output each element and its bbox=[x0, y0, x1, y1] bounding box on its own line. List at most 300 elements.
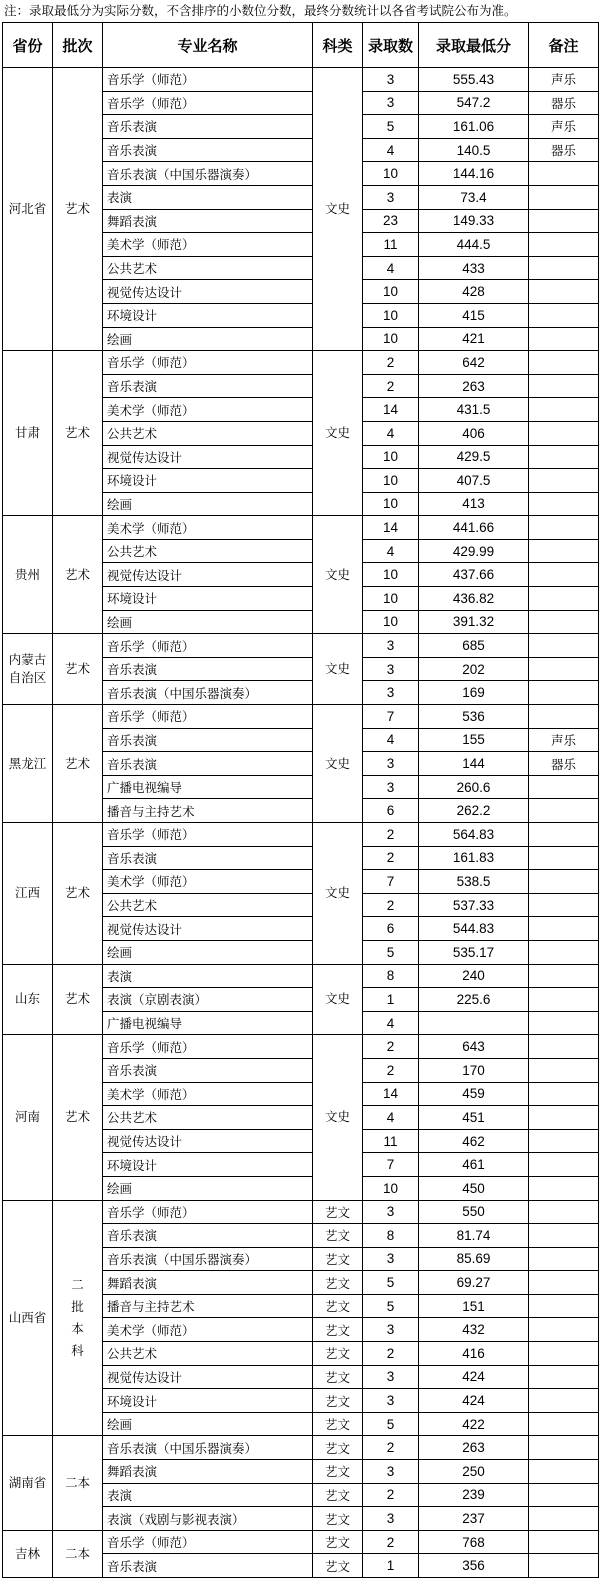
remark-cell bbox=[529, 964, 599, 988]
major-cell: 广播电视编导 bbox=[103, 1011, 313, 1035]
remark-cell bbox=[529, 1129, 599, 1153]
admitted-count-cell: 3 bbox=[363, 1200, 419, 1224]
min-score-cell: 538.5 bbox=[419, 870, 529, 894]
remark-cell bbox=[529, 303, 599, 327]
min-score-cell: 429.99 bbox=[419, 539, 529, 563]
province-cell: 河南 bbox=[3, 1035, 53, 1200]
table-body bbox=[3, 68, 599, 1578]
min-score-cell: 263 bbox=[419, 374, 529, 398]
subject-cell: 艺文 bbox=[313, 1460, 363, 1484]
table-row bbox=[3, 1200, 599, 1224]
remark-cell bbox=[529, 634, 599, 658]
min-score-cell: 564.83 bbox=[419, 823, 529, 847]
table-row bbox=[3, 516, 599, 540]
remark-cell bbox=[529, 1176, 599, 1200]
min-score-cell: 260.6 bbox=[419, 775, 529, 799]
remark-cell bbox=[529, 681, 599, 705]
min-score-cell: 424 bbox=[419, 1389, 529, 1413]
admitted-count-cell: 2 bbox=[363, 1342, 419, 1366]
remark-cell bbox=[529, 870, 599, 894]
admitted-count-cell: 10 bbox=[363, 563, 419, 587]
admitted-count-cell: 10 bbox=[363, 469, 419, 493]
subject-cell: 艺文 bbox=[313, 1389, 363, 1413]
admitted-count-cell: 10 bbox=[363, 492, 419, 516]
province-cell: 湖南省 bbox=[3, 1436, 53, 1530]
admitted-count-cell: 7 bbox=[363, 705, 419, 729]
admitted-count-cell: 3 bbox=[363, 634, 419, 658]
admitted-count-cell: 4 bbox=[363, 1011, 419, 1035]
batch-cell: 艺术 bbox=[53, 516, 103, 634]
admitted-count-cell: 4 bbox=[363, 421, 419, 445]
major-cell: 绘画 bbox=[103, 940, 313, 964]
major-cell: 广播电视编导 bbox=[103, 775, 313, 799]
remark-cell bbox=[529, 1011, 599, 1035]
remark-cell bbox=[529, 516, 599, 540]
min-score-cell: 149.33 bbox=[419, 209, 529, 233]
major-cell: 音乐表演 bbox=[103, 1224, 313, 1248]
admitted-count-cell: 4 bbox=[363, 138, 419, 162]
remark-cell bbox=[529, 1294, 599, 1318]
remark-cell: 器乐 bbox=[529, 752, 599, 776]
min-score-cell: 642 bbox=[419, 351, 529, 375]
province-cell: 内蒙古自治区 bbox=[3, 634, 53, 705]
min-score-cell: 544.83 bbox=[419, 917, 529, 941]
remark-cell: 声乐 bbox=[529, 68, 599, 92]
admitted-count-cell: 10 bbox=[363, 327, 419, 351]
min-score-cell: 170 bbox=[419, 1058, 529, 1082]
province-cell: 山西省 bbox=[3, 1200, 53, 1436]
remark-cell bbox=[529, 823, 599, 847]
subject-cell: 艺文 bbox=[313, 1342, 363, 1366]
major-cell: 美术学（师范） bbox=[103, 516, 313, 540]
major-cell: 表演 bbox=[103, 1483, 313, 1507]
admitted-count-cell: 5 bbox=[363, 1271, 419, 1295]
remark-cell bbox=[529, 1035, 599, 1059]
admitted-count-cell: 3 bbox=[363, 752, 419, 776]
subject-cell: 文史 bbox=[313, 964, 363, 1035]
admission-score-table bbox=[2, 22, 599, 1578]
table-row bbox=[3, 964, 599, 988]
admitted-count-cell: 10 bbox=[363, 280, 419, 304]
admitted-count-cell: 7 bbox=[363, 1153, 419, 1177]
min-score-cell: 161.83 bbox=[419, 846, 529, 870]
major-cell: 音乐学（师范） bbox=[103, 68, 313, 92]
batch-cell: 艺术 bbox=[53, 964, 103, 1035]
table-row bbox=[3, 823, 599, 847]
remark-cell bbox=[529, 185, 599, 209]
admitted-count-cell: 3 bbox=[363, 1389, 419, 1413]
admitted-count-cell: 3 bbox=[363, 657, 419, 681]
major-cell: 美术学（师范） bbox=[103, 1318, 313, 1342]
min-score-cell: 685 bbox=[419, 634, 529, 658]
remark-cell bbox=[529, 1224, 599, 1248]
remark-cell bbox=[529, 1412, 599, 1436]
remark-cell bbox=[529, 1271, 599, 1295]
admitted-count-cell: 11 bbox=[363, 233, 419, 257]
remark-cell bbox=[529, 280, 599, 304]
remark-cell bbox=[529, 233, 599, 257]
min-score-cell: 450 bbox=[419, 1176, 529, 1200]
remark-cell bbox=[529, 421, 599, 445]
major-cell: 公共艺术 bbox=[103, 539, 313, 563]
min-score-cell: 547.2 bbox=[419, 91, 529, 115]
remark-cell bbox=[529, 1106, 599, 1130]
major-cell: 绘画 bbox=[103, 610, 313, 634]
admitted-count-cell: 23 bbox=[363, 209, 419, 233]
admitted-count-cell: 3 bbox=[363, 1460, 419, 1484]
remark-cell: 声乐 bbox=[529, 728, 599, 752]
admitted-count-cell: 8 bbox=[363, 1224, 419, 1248]
province-cell: 河北省 bbox=[3, 68, 53, 351]
remark-cell bbox=[529, 705, 599, 729]
major-cell: 音乐学（师范） bbox=[103, 1530, 313, 1554]
remark-cell bbox=[529, 1507, 599, 1531]
min-score-cell: 451 bbox=[419, 1106, 529, 1130]
admitted-count-cell: 3 bbox=[363, 1507, 419, 1531]
header-remark: 备注 bbox=[529, 23, 599, 68]
batch-cell: 艺术 bbox=[53, 634, 103, 705]
remark-cell bbox=[529, 1342, 599, 1366]
remark-cell bbox=[529, 256, 599, 280]
remark-cell bbox=[529, 1200, 599, 1224]
min-score-cell: 416 bbox=[419, 1342, 529, 1366]
major-cell: 音乐表演（中国乐器演奏） bbox=[103, 1436, 313, 1460]
subject-cell: 文史 bbox=[313, 351, 363, 516]
subject-cell: 艺文 bbox=[313, 1271, 363, 1295]
header-major: 专业名称 bbox=[103, 23, 313, 68]
major-cell: 美术学（师范） bbox=[103, 1082, 313, 1106]
min-score-cell: 151 bbox=[419, 1294, 529, 1318]
min-score-cell: 69.27 bbox=[419, 1271, 529, 1295]
header-subject: 科类 bbox=[313, 23, 363, 68]
subject-cell: 艺文 bbox=[313, 1530, 363, 1554]
remark-cell bbox=[529, 657, 599, 681]
remark-cell bbox=[529, 539, 599, 563]
major-cell: 表演（戏剧与影视表演） bbox=[103, 1507, 313, 1531]
header-min-score: 录取最低分 bbox=[419, 23, 529, 68]
major-cell: 音乐表演 bbox=[103, 846, 313, 870]
table-note: 注：录取最低分为实际分数，不含排序的小数位分数，最终分数统计以各省考试院公布为准。 bbox=[4, 3, 517, 18]
major-cell: 音乐表演 bbox=[103, 1058, 313, 1082]
province-cell: 贵州 bbox=[3, 516, 53, 634]
admitted-count-cell: 10 bbox=[363, 587, 419, 611]
province-cell: 山东 bbox=[3, 964, 53, 1035]
admitted-count-cell: 5 bbox=[363, 1294, 419, 1318]
min-score-cell: 202 bbox=[419, 657, 529, 681]
major-cell: 音乐表演 bbox=[103, 657, 313, 681]
min-score-cell: 431.5 bbox=[419, 398, 529, 422]
major-cell: 环境设计 bbox=[103, 1389, 313, 1413]
major-cell: 音乐表演（中国乐器演奏） bbox=[103, 681, 313, 705]
admitted-count-cell: 4 bbox=[363, 256, 419, 280]
header-admitted: 录取数 bbox=[363, 23, 419, 68]
major-cell: 视觉传达设计 bbox=[103, 280, 313, 304]
min-score-cell: 555.43 bbox=[419, 68, 529, 92]
major-cell: 公共艺术 bbox=[103, 1342, 313, 1366]
table-row bbox=[3, 68, 599, 92]
subject-cell: 文史 bbox=[313, 823, 363, 965]
province-cell: 黑龙江 bbox=[3, 705, 53, 823]
subject-cell: 艺文 bbox=[313, 1507, 363, 1531]
min-score-cell: 239 bbox=[419, 1483, 529, 1507]
major-cell: 美术学（师范） bbox=[103, 233, 313, 257]
admitted-count-cell: 7 bbox=[363, 870, 419, 894]
subject-cell: 艺文 bbox=[313, 1365, 363, 1389]
admitted-count-cell: 10 bbox=[363, 162, 419, 186]
remark-cell bbox=[529, 846, 599, 870]
admitted-count-cell: 5 bbox=[363, 1412, 419, 1436]
batch-cell: 艺术 bbox=[53, 1035, 103, 1200]
min-score-cell: 413 bbox=[419, 492, 529, 516]
subject-cell: 艺文 bbox=[313, 1200, 363, 1224]
major-cell: 表演 bbox=[103, 185, 313, 209]
min-score-cell: 161.06 bbox=[419, 115, 529, 139]
admitted-count-cell: 3 bbox=[363, 1247, 419, 1271]
remark-cell: 器乐 bbox=[529, 138, 599, 162]
major-cell: 播音与主持艺术 bbox=[103, 1294, 313, 1318]
min-score-cell: 437.66 bbox=[419, 563, 529, 587]
batch-label: 二批本科 bbox=[71, 1276, 84, 1358]
remark-cell bbox=[529, 1058, 599, 1082]
major-cell: 音乐学（师范） bbox=[103, 705, 313, 729]
remark-cell bbox=[529, 1247, 599, 1271]
major-cell: 环境设计 bbox=[103, 587, 313, 611]
major-cell: 音乐学（师范） bbox=[103, 823, 313, 847]
remark-cell bbox=[529, 1365, 599, 1389]
major-cell: 表演 bbox=[103, 964, 313, 988]
subject-cell: 艺文 bbox=[313, 1318, 363, 1342]
admitted-count-cell: 3 bbox=[363, 681, 419, 705]
remark-cell bbox=[529, 1530, 599, 1554]
min-score-cell: 144 bbox=[419, 752, 529, 776]
min-score-cell: 73.4 bbox=[419, 185, 529, 209]
subject-cell: 文史 bbox=[313, 705, 363, 823]
remark-cell bbox=[529, 492, 599, 516]
subject-cell: 文史 bbox=[313, 634, 363, 705]
major-cell: 音乐表演 bbox=[103, 115, 313, 139]
remark-cell bbox=[529, 1483, 599, 1507]
min-score-cell: 433 bbox=[419, 256, 529, 280]
major-cell: 环境设计 bbox=[103, 1153, 313, 1177]
subject-cell: 艺文 bbox=[313, 1224, 363, 1248]
table-row bbox=[3, 1436, 599, 1460]
subject-cell: 艺文 bbox=[313, 1294, 363, 1318]
major-cell: 绘画 bbox=[103, 1176, 313, 1200]
remark-cell bbox=[529, 1389, 599, 1413]
major-cell: 视觉传达设计 bbox=[103, 917, 313, 941]
admitted-count-cell: 3 bbox=[363, 1318, 419, 1342]
remark-cell bbox=[529, 374, 599, 398]
min-score-cell: 643 bbox=[419, 1035, 529, 1059]
major-cell: 视觉传达设计 bbox=[103, 563, 313, 587]
min-score-cell: 535.17 bbox=[419, 940, 529, 964]
admitted-count-cell: 6 bbox=[363, 799, 419, 823]
admitted-count-cell: 14 bbox=[363, 516, 419, 540]
remark-cell bbox=[529, 893, 599, 917]
major-cell: 音乐学（师范） bbox=[103, 1200, 313, 1224]
subject-cell: 艺文 bbox=[313, 1436, 363, 1460]
subject-cell: 文史 bbox=[313, 516, 363, 634]
remark-cell bbox=[529, 469, 599, 493]
admitted-count-cell: 14 bbox=[363, 1082, 419, 1106]
remark-cell bbox=[529, 1460, 599, 1484]
major-cell: 音乐学（师范） bbox=[103, 634, 313, 658]
admitted-count-cell: 8 bbox=[363, 964, 419, 988]
admitted-count-cell: 10 bbox=[363, 1176, 419, 1200]
major-cell: 音乐学（师范） bbox=[103, 1035, 313, 1059]
table-row bbox=[3, 1035, 599, 1059]
admitted-count-cell: 2 bbox=[363, 1058, 419, 1082]
admitted-count-cell: 5 bbox=[363, 115, 419, 139]
table-row bbox=[3, 351, 599, 375]
admitted-count-cell: 1 bbox=[363, 988, 419, 1012]
major-cell: 视觉传达设计 bbox=[103, 1365, 313, 1389]
min-score-cell: 169 bbox=[419, 681, 529, 705]
min-score-cell: 768 bbox=[419, 1530, 529, 1554]
remark-cell bbox=[529, 1082, 599, 1106]
admitted-count-cell: 2 bbox=[363, 374, 419, 398]
admitted-count-cell: 2 bbox=[363, 1530, 419, 1554]
major-cell: 公共艺术 bbox=[103, 256, 313, 280]
batch-cell bbox=[53, 1200, 103, 1436]
admitted-count-cell: 4 bbox=[363, 728, 419, 752]
remark-cell bbox=[529, 940, 599, 964]
min-score-cell: 422 bbox=[419, 1412, 529, 1436]
batch-cell: 艺术 bbox=[53, 823, 103, 965]
remark-cell bbox=[529, 1153, 599, 1177]
major-cell: 绘画 bbox=[103, 327, 313, 351]
min-score-cell: 432 bbox=[419, 1318, 529, 1342]
province-cell: 甘肃 bbox=[3, 351, 53, 516]
remark-cell bbox=[529, 445, 599, 469]
min-score-cell: 240 bbox=[419, 964, 529, 988]
subject-cell: 文史 bbox=[313, 1035, 363, 1200]
admitted-count-cell: 2 bbox=[363, 1483, 419, 1507]
remark-cell bbox=[529, 917, 599, 941]
province-cell: 江西 bbox=[3, 823, 53, 965]
major-cell: 环境设计 bbox=[103, 469, 313, 493]
batch-cell: 艺术 bbox=[53, 705, 103, 823]
admitted-count-cell: 2 bbox=[363, 1035, 419, 1059]
remark-cell bbox=[529, 587, 599, 611]
major-cell: 音乐学（师范） bbox=[103, 351, 313, 375]
min-score-cell: 537.33 bbox=[419, 893, 529, 917]
table-row bbox=[3, 1530, 599, 1554]
subject-cell: 艺文 bbox=[313, 1483, 363, 1507]
min-score-cell: 140.5 bbox=[419, 138, 529, 162]
min-score-cell: 421 bbox=[419, 327, 529, 351]
min-score-cell: 250 bbox=[419, 1460, 529, 1484]
major-cell: 音乐表演 bbox=[103, 752, 313, 776]
subject-cell: 艺文 bbox=[313, 1554, 363, 1578]
batch-cell: 二本 bbox=[53, 1530, 103, 1577]
subject-cell: 艺文 bbox=[313, 1247, 363, 1271]
admitted-count-cell: 2 bbox=[363, 893, 419, 917]
remark-cell: 声乐 bbox=[529, 115, 599, 139]
major-cell: 绘画 bbox=[103, 492, 313, 516]
min-score-cell: 441.66 bbox=[419, 516, 529, 540]
major-cell: 表演（京剧表演） bbox=[103, 988, 313, 1012]
admitted-count-cell: 5 bbox=[363, 940, 419, 964]
remark-cell bbox=[529, 799, 599, 823]
remark-cell bbox=[529, 162, 599, 186]
admitted-count-cell: 1 bbox=[363, 1554, 419, 1578]
min-score-cell: 85.69 bbox=[419, 1247, 529, 1271]
subject-cell: 文史 bbox=[313, 68, 363, 351]
admitted-count-cell: 4 bbox=[363, 1106, 419, 1130]
major-cell: 音乐表演 bbox=[103, 374, 313, 398]
remark-cell bbox=[529, 398, 599, 422]
major-cell: 公共艺术 bbox=[103, 421, 313, 445]
major-cell: 美术学（师范） bbox=[103, 398, 313, 422]
major-cell: 音乐表演 bbox=[103, 138, 313, 162]
admitted-count-cell: 10 bbox=[363, 445, 419, 469]
major-cell: 音乐学（师范） bbox=[103, 91, 313, 115]
major-cell: 环境设计 bbox=[103, 303, 313, 327]
province-cell: 吉林 bbox=[3, 1530, 53, 1577]
min-score-cell: 444.5 bbox=[419, 233, 529, 257]
admitted-count-cell: 10 bbox=[363, 303, 419, 327]
table-row bbox=[3, 634, 599, 658]
batch-cell: 艺术 bbox=[53, 68, 103, 351]
major-cell: 视觉传达设计 bbox=[103, 1129, 313, 1153]
major-cell: 舞蹈表演 bbox=[103, 1271, 313, 1295]
min-score-cell: 536 bbox=[419, 705, 529, 729]
major-cell: 播音与主持艺术 bbox=[103, 799, 313, 823]
major-cell: 视觉传达设计 bbox=[103, 445, 313, 469]
min-score-cell: 262.2 bbox=[419, 799, 529, 823]
header-batch: 批次 bbox=[53, 23, 103, 68]
min-score-cell: 81.74 bbox=[419, 1224, 529, 1248]
admitted-count-cell: 14 bbox=[363, 398, 419, 422]
min-score-cell: 428 bbox=[419, 280, 529, 304]
remark-cell: 器乐 bbox=[529, 91, 599, 115]
min-score-cell: 144.16 bbox=[419, 162, 529, 186]
major-cell: 绘画 bbox=[103, 1412, 313, 1436]
major-cell: 美术学（师范） bbox=[103, 870, 313, 894]
major-cell: 音乐表演 bbox=[103, 728, 313, 752]
min-score-cell: 424 bbox=[419, 1365, 529, 1389]
min-score-cell: 459 bbox=[419, 1082, 529, 1106]
min-score-cell: 462 bbox=[419, 1129, 529, 1153]
batch-cell: 二本 bbox=[53, 1436, 103, 1530]
remark-cell bbox=[529, 351, 599, 375]
admitted-count-cell: 3 bbox=[363, 91, 419, 115]
remark-cell bbox=[529, 1318, 599, 1342]
admitted-count-cell: 10 bbox=[363, 610, 419, 634]
min-score-cell: 415 bbox=[419, 303, 529, 327]
min-score-cell: 550 bbox=[419, 1200, 529, 1224]
major-cell: 舞蹈表演 bbox=[103, 209, 313, 233]
admitted-count-cell: 2 bbox=[363, 846, 419, 870]
remark-cell bbox=[529, 988, 599, 1012]
min-score-cell: 461 bbox=[419, 1153, 529, 1177]
admitted-count-cell: 11 bbox=[363, 1129, 419, 1153]
admitted-count-cell: 2 bbox=[363, 1436, 419, 1460]
major-cell: 公共艺术 bbox=[103, 1106, 313, 1130]
admitted-count-cell: 4 bbox=[363, 539, 419, 563]
min-score-cell: 407.5 bbox=[419, 469, 529, 493]
min-score-cell: 436.82 bbox=[419, 587, 529, 611]
admitted-count-cell: 3 bbox=[363, 68, 419, 92]
min-score-cell: 263 bbox=[419, 1436, 529, 1460]
admitted-count-cell: 2 bbox=[363, 823, 419, 847]
remark-cell bbox=[529, 610, 599, 634]
min-score-cell: 225.6 bbox=[419, 988, 529, 1012]
admitted-count-cell: 6 bbox=[363, 917, 419, 941]
major-cell: 音乐表演（中国乐器演奏） bbox=[103, 162, 313, 186]
admitted-count-cell: 2 bbox=[363, 351, 419, 375]
